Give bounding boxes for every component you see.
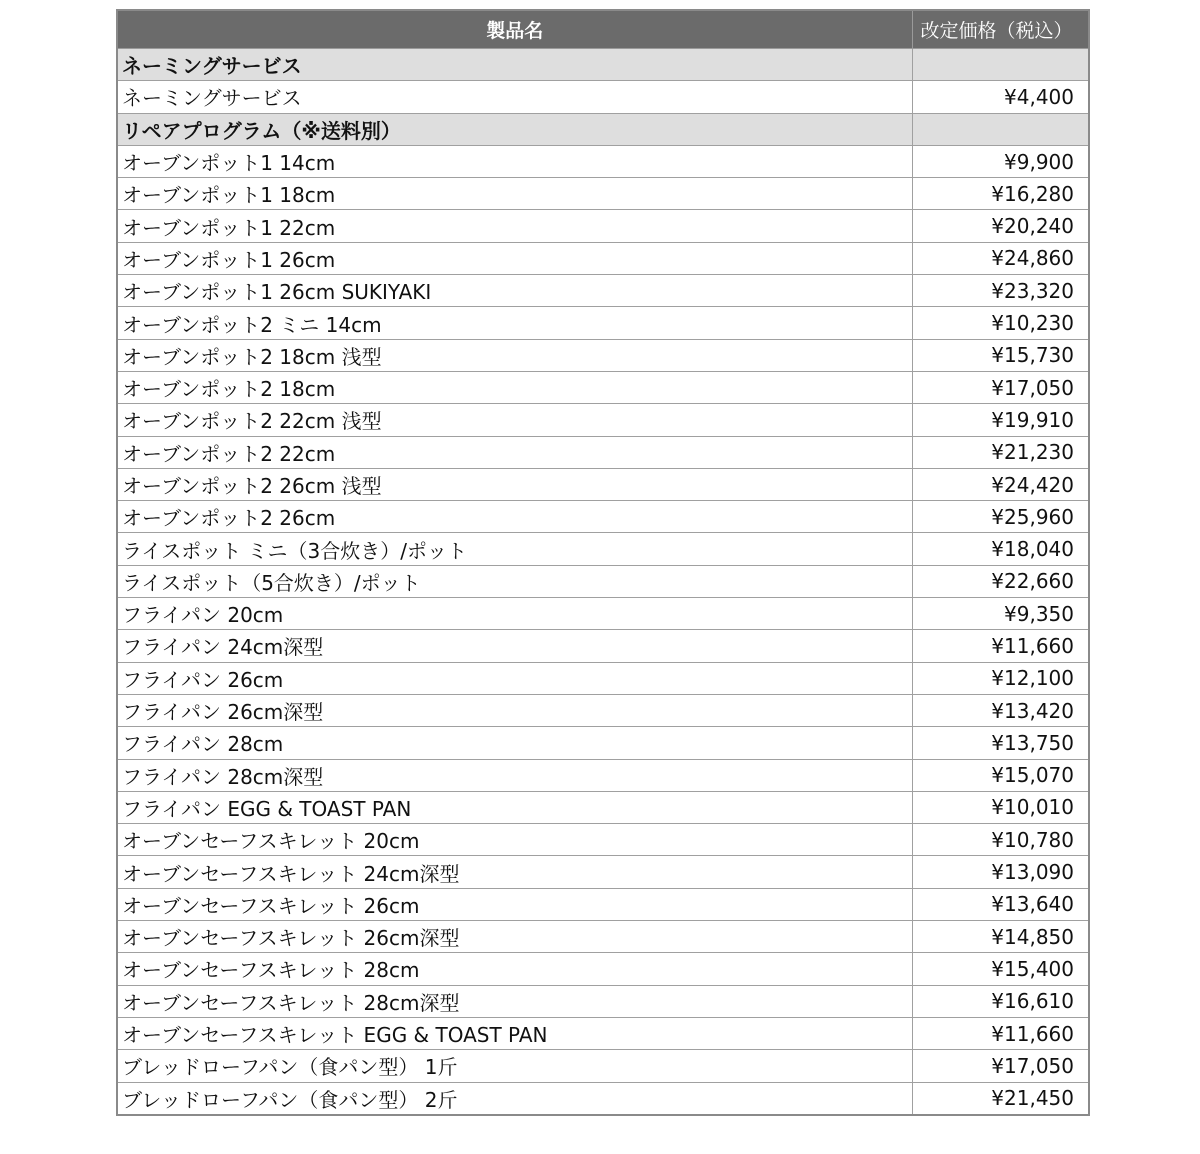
table-row — [117, 533, 1089, 565]
table-row — [117, 598, 1089, 630]
product-name-cell: フライパン 24cm深型 — [117, 630, 912, 662]
table-row — [117, 1017, 1089, 1049]
table-row — [117, 468, 1089, 500]
product-name-cell: ブレッドローフパン（食パン型） 2斤 — [117, 1082, 912, 1115]
product-name-cell: ブレッドローフパン（食パン型） 1斤 — [117, 1050, 912, 1082]
price-table — [116, 9, 1090, 1116]
price-cell — [912, 113, 1089, 145]
price-cell: ¥16,610 — [912, 985, 1089, 1017]
price-cell: ¥9,350 — [912, 598, 1089, 630]
table-row — [117, 307, 1089, 339]
table-row — [117, 242, 1089, 274]
price-cell: ¥4,400 — [912, 81, 1089, 113]
price-cell: ¥22,660 — [912, 565, 1089, 597]
price-cell: ¥10,010 — [912, 791, 1089, 823]
table-row — [117, 565, 1089, 597]
header-product-name: 製品名 — [117, 10, 912, 49]
price-cell: ¥17,050 — [912, 371, 1089, 403]
header-revised-price: 改定価格（税込） — [912, 10, 1089, 49]
price-cell: ¥24,860 — [912, 242, 1089, 274]
table-row — [117, 791, 1089, 823]
product-name-cell: オーブンポット2 26cm 浅型 — [117, 468, 912, 500]
table-row — [117, 694, 1089, 726]
price-cell: ¥13,420 — [912, 694, 1089, 726]
price-cell: ¥25,960 — [912, 501, 1089, 533]
table-row — [117, 824, 1089, 856]
price-cell — [912, 49, 1089, 81]
table-row — [117, 1082, 1089, 1115]
table-row — [117, 759, 1089, 791]
price-cell: ¥10,230 — [912, 307, 1089, 339]
table-row — [117, 921, 1089, 953]
price-cell: ¥10,780 — [912, 824, 1089, 856]
product-name-cell: オーブンセーフスキレット 26cm深型 — [117, 921, 912, 953]
table-row — [117, 371, 1089, 403]
table-row — [117, 178, 1089, 210]
product-name-cell: オーブンポット2 ミニ 14cm — [117, 307, 912, 339]
price-cell: ¥16,280 — [912, 178, 1089, 210]
table-row — [117, 1050, 1089, 1082]
product-name-cell: ネーミングサービス — [117, 81, 912, 113]
product-name-cell: フライパン 26cm — [117, 662, 912, 694]
price-cell: ¥14,850 — [912, 921, 1089, 953]
section-title: リペアプログラム（※送料別） — [117, 113, 912, 145]
product-name-cell: オーブンポット1 26cm — [117, 242, 912, 274]
table-row — [117, 210, 1089, 242]
section-row — [117, 49, 1089, 81]
product-name-cell: オーブンセーフスキレット 28cm — [117, 953, 912, 985]
price-cell: ¥11,660 — [912, 1017, 1089, 1049]
table-row — [117, 662, 1089, 694]
table-row — [117, 145, 1089, 177]
product-name-cell: ライスポット（5合炊き）/ポット — [117, 565, 912, 597]
price-cell: ¥24,420 — [912, 468, 1089, 500]
product-name-cell: ライスポット ミニ（3合炊き）/ポット — [117, 533, 912, 565]
table-row — [117, 630, 1089, 662]
section-row — [117, 113, 1089, 145]
product-name-cell: オーブンポット2 18cm 浅型 — [117, 339, 912, 371]
price-cell: ¥18,040 — [912, 533, 1089, 565]
product-name-cell: オーブンポット1 14cm — [117, 145, 912, 177]
table-row — [117, 856, 1089, 888]
price-cell: ¥15,730 — [912, 339, 1089, 371]
price-cell: ¥15,070 — [912, 759, 1089, 791]
product-name-cell: フライパン EGG & TOAST PAN — [117, 791, 912, 823]
table-row — [117, 275, 1089, 307]
product-name-cell: オーブンセーフスキレット 26cm — [117, 888, 912, 920]
price-cell: ¥19,910 — [912, 404, 1089, 436]
price-cell: ¥17,050 — [912, 1050, 1089, 1082]
table-row — [117, 339, 1089, 371]
price-cell: ¥13,640 — [912, 888, 1089, 920]
product-name-cell: オーブンポット2 22cm 浅型 — [117, 404, 912, 436]
product-name-cell: フライパン 28cm — [117, 727, 912, 759]
table-header — [117, 10, 1089, 49]
section-title: ネーミングサービス — [117, 49, 912, 81]
product-name-cell: オーブンセーフスキレット EGG & TOAST PAN — [117, 1017, 912, 1049]
table-row — [117, 404, 1089, 436]
product-name-cell: オーブンセーフスキレット 24cm深型 — [117, 856, 912, 888]
product-name-cell: フライパン 26cm深型 — [117, 694, 912, 726]
product-name-cell: オーブンポット2 22cm — [117, 436, 912, 468]
table-row — [117, 436, 1089, 468]
price-cell: ¥21,450 — [912, 1082, 1089, 1115]
product-name-cell: オーブンセーフスキレット 20cm — [117, 824, 912, 856]
product-name-cell: オーブンセーフスキレット 28cm深型 — [117, 985, 912, 1017]
price-cell: ¥12,100 — [912, 662, 1089, 694]
price-cell: ¥20,240 — [912, 210, 1089, 242]
price-cell: ¥13,750 — [912, 727, 1089, 759]
product-name-cell: オーブンポット1 26cm SUKIYAKI — [117, 275, 912, 307]
price-cell: ¥13,090 — [912, 856, 1089, 888]
table-row — [117, 888, 1089, 920]
header-row — [117, 10, 1089, 49]
price-cell: ¥9,900 — [912, 145, 1089, 177]
product-name-cell: フライパン 20cm — [117, 598, 912, 630]
table-row — [117, 953, 1089, 985]
price-cell: ¥11,660 — [912, 630, 1089, 662]
table-row — [117, 985, 1089, 1017]
table-row — [117, 501, 1089, 533]
price-cell: ¥23,320 — [912, 275, 1089, 307]
table-row — [117, 81, 1089, 113]
product-name-cell: オーブンポット1 18cm — [117, 178, 912, 210]
table-row — [117, 727, 1089, 759]
product-name-cell: フライパン 28cm深型 — [117, 759, 912, 791]
product-name-cell: オーブンポット1 22cm — [117, 210, 912, 242]
table-body — [117, 49, 1089, 1115]
product-name-cell: オーブンポット2 26cm — [117, 501, 912, 533]
price-cell: ¥15,400 — [912, 953, 1089, 985]
price-cell: ¥21,230 — [912, 436, 1089, 468]
product-name-cell: オーブンポット2 18cm — [117, 371, 912, 403]
